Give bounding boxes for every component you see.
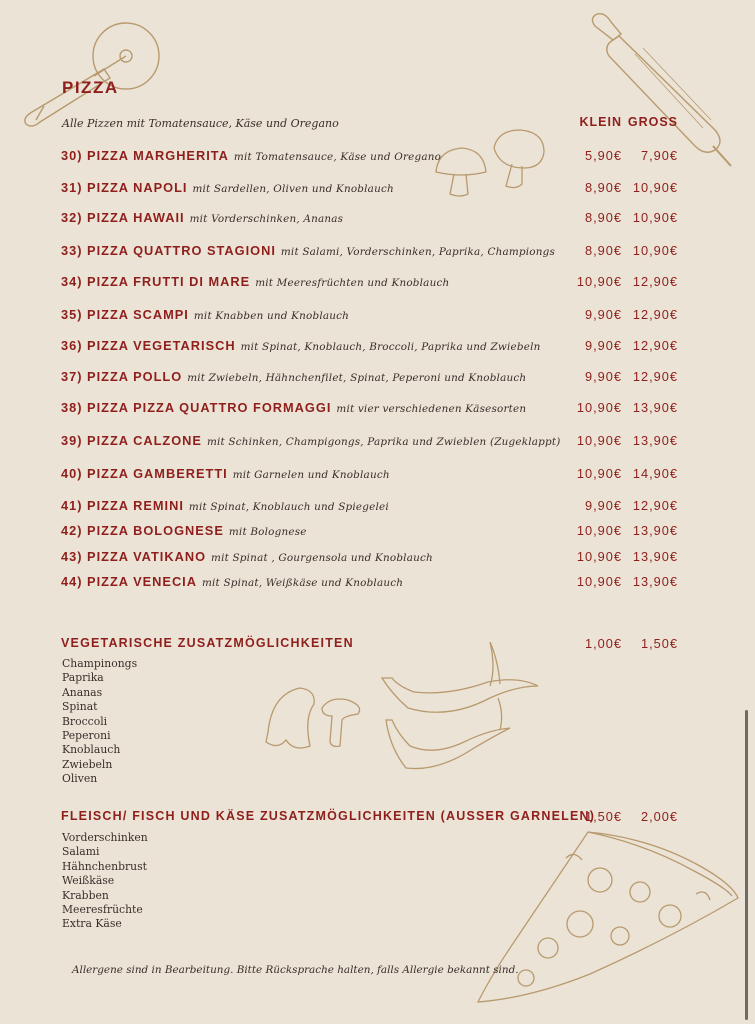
list-item: Spinat — [62, 700, 98, 714]
price-large: 12,90€ — [632, 338, 678, 353]
pizza-name — [61, 466, 390, 481]
pizza-title: 36) PIZZA VEGETARISCH — [61, 338, 236, 353]
price-large: 12,90€ — [632, 307, 678, 322]
pizza-description: mit Spinat, Knoblauch, Broccoli, Paprika und Zwiebeln — [240, 341, 541, 353]
meat-extras-price-large: 2,00€ — [640, 809, 678, 824]
pizza-description: mit Spinat, Weißkäse und Knoblauch — [201, 577, 404, 589]
pizza-title: 33) PIZZA QUATTRO STAGIONI — [61, 243, 276, 258]
list-item: Krabben — [62, 888, 109, 902]
price-large: 10,90€ — [632, 210, 678, 225]
price-large: 12,90€ — [632, 498, 678, 513]
table-row — [0, 243, 755, 263]
pizza-name — [61, 523, 307, 538]
list-item: Peperoni — [62, 729, 111, 743]
pizza-title: 31) PIZZA NAPOLI — [61, 180, 188, 195]
pizza-name — [61, 549, 433, 564]
pizza-title: 41) PIZZA REMINI — [61, 498, 184, 513]
pizza-name — [61, 307, 349, 322]
pizza-title: 38) PIZZA PIZZA QUATTRO FORMAGGI — [61, 400, 332, 415]
pizza-name — [61, 148, 441, 163]
price-large: 14,90€ — [632, 466, 678, 481]
price-large: 13,90€ — [632, 574, 678, 589]
price-large: 10,90€ — [632, 243, 678, 258]
pizza-title: 42) PIZZA BOLOGNESE — [61, 523, 224, 538]
pizza-description: mit Spinat, Knoblauch und Spiegelei — [188, 501, 389, 513]
list-item: Broccoli — [62, 714, 108, 728]
list-item: Salami — [62, 845, 100, 859]
size-large-header: GROSS — [627, 115, 678, 129]
table-row — [0, 523, 755, 543]
veg-extras-title: VEGETARISCHE ZUSATZMÖGLICHKEITEN — [61, 636, 354, 650]
price-small: 8,90€ — [584, 210, 622, 225]
table-row — [0, 148, 755, 168]
pizza-cutter-icon — [14, 14, 164, 134]
pizza-name — [61, 433, 560, 448]
pizza-description: mit Vorderschinken, Ananas — [189, 213, 344, 225]
price-small: 10,90€ — [576, 523, 622, 538]
pizza-slice-icon — [470, 828, 745, 1008]
scrollbar[interactable] — [745, 710, 748, 1020]
allergy-note: Allergene sind in Bearbeitung. Bitte Rücksprache halten, falls Allergie bekannt sind. — [72, 964, 519, 976]
pizza-name — [61, 210, 343, 225]
price-small: 10,90€ — [576, 274, 622, 289]
pizza-title: 30) PIZZA MARGHERITA — [61, 148, 229, 163]
table-row — [0, 466, 755, 486]
pizza-description: mit Knabben und Knoblauch — [193, 310, 350, 322]
price-small: 10,90€ — [576, 433, 622, 448]
pizza-description: mit Garnelen und Knoblauch — [232, 469, 390, 481]
table-row — [0, 307, 755, 327]
price-large: 12,90€ — [632, 369, 678, 384]
list-item: Extra Käse — [62, 917, 122, 931]
pizza-description: mit vier verschiedenen Käsesorten — [336, 403, 527, 415]
list-item: Zwiebeln — [62, 757, 113, 771]
meat-extras-title: FLEISCH/ FISCH UND KÄSE ZUSATZMÖGLICHKEITEN (AUSSER GARNELEN) — [61, 809, 596, 823]
price-small: 10,90€ — [576, 400, 622, 415]
pizza-title: 39) PIZZA CALZONE — [61, 433, 202, 448]
list-item: Champinongs — [62, 657, 138, 670]
pizza-description: mit Schinken, Champigongs, Paprika und Zwieblen (Zugeklappt) — [206, 436, 561, 448]
chanterelle-icon — [258, 680, 368, 760]
rolling-pin-icon — [585, 10, 745, 170]
price-large: 13,90€ — [632, 549, 678, 564]
pizza-title: 35) PIZZA SCAMPI — [61, 307, 189, 322]
table-row — [0, 369, 755, 389]
price-small: 8,90€ — [584, 180, 622, 195]
pizza-title: 34) PIZZA FRUTTI DI MARE — [61, 274, 251, 289]
price-small: 10,90€ — [576, 574, 622, 589]
price-large: 13,90€ — [632, 400, 678, 415]
pizza-title: 37) PIZZA POLLO — [61, 369, 183, 384]
menu-subtitle: Alle Pizzen mit Tomatensauce, Käse und Oregano — [62, 117, 339, 130]
list-item: Ananas — [62, 685, 103, 699]
price-large: 13,90€ — [632, 523, 678, 538]
pizza-title: 32) PIZZA HAWAII — [61, 210, 185, 225]
price-large: 7,90€ — [640, 148, 678, 163]
pizza-description: mit Tomatensauce, Käse und Oregano — [233, 151, 442, 163]
pizza-name — [61, 369, 526, 384]
list-item: Knoblauch — [62, 743, 121, 757]
pizza-name — [61, 274, 449, 289]
veg-extras-price-small: 1,00€ — [584, 636, 622, 651]
pizza-name — [61, 400, 526, 415]
page-title: PIZZA — [62, 78, 119, 97]
list-item: Meeresfrüchte — [62, 903, 143, 917]
price-small: 9,90€ — [584, 307, 622, 322]
price-small: 9,90€ — [584, 338, 622, 353]
pizza-name — [61, 180, 394, 195]
pizza-description: mit Sardellen, Oliven und Knoblauch — [192, 183, 394, 195]
price-small: 10,90€ — [576, 466, 622, 481]
price-small: 8,90€ — [584, 243, 622, 258]
pizza-description: mit Meeresfrüchten und Knoblauch — [255, 277, 450, 289]
pizza-description: mit Zwiebeln, Hähnchenfilet, Spinat, Peperoni und Knoblauch — [187, 372, 527, 384]
pizza-description: mit Bolognese — [228, 526, 307, 538]
pizza-name — [61, 338, 541, 353]
pizza-title: 44) PIZZA VENECIA — [61, 574, 197, 589]
pizza-name — [61, 243, 555, 258]
table-row — [0, 498, 755, 518]
price-small: 9,90€ — [584, 369, 622, 384]
chili-pepper-icon — [378, 638, 543, 778]
price-small: 5,90€ — [584, 148, 622, 163]
table-row — [0, 549, 755, 569]
list-item: Hähnchenbrust — [62, 859, 148, 873]
meat-extras-list — [62, 831, 148, 932]
pizza-name — [61, 498, 389, 513]
list-item: Paprika — [62, 671, 104, 685]
meat-extras-price-small: 1,50€ — [584, 809, 622, 824]
price-small: 9,90€ — [584, 498, 622, 513]
list-item: Weißkäse — [62, 874, 115, 888]
pizza-title: 40) PIZZA GAMBERETTI — [61, 466, 228, 481]
pizza-description: mit Salami, Vorderschinken, Paprika, Championgs — [280, 246, 556, 258]
size-small-header: KLEIN — [579, 115, 622, 129]
veg-extras-list — [62, 657, 137, 787]
table-row — [0, 433, 755, 453]
list-item: Vorderschinken — [62, 831, 148, 844]
price-large: 12,90€ — [632, 274, 678, 289]
price-large: 13,90€ — [632, 433, 678, 448]
table-row — [0, 274, 755, 294]
pizza-name — [61, 574, 403, 589]
list-item: Oliven — [62, 772, 98, 786]
table-row — [0, 338, 755, 358]
pizza-description: mit Spinat , Gourgensola und Knoblauch — [211, 552, 433, 564]
price-large: 10,90€ — [632, 180, 678, 195]
veg-extras-price-large: 1,50€ — [640, 636, 678, 651]
table-row — [0, 574, 755, 594]
table-row — [0, 400, 755, 420]
table-row — [0, 180, 755, 200]
table-row — [0, 210, 755, 230]
pizza-title: 43) PIZZA VATIKANO — [61, 549, 207, 564]
price-small: 10,90€ — [576, 549, 622, 564]
